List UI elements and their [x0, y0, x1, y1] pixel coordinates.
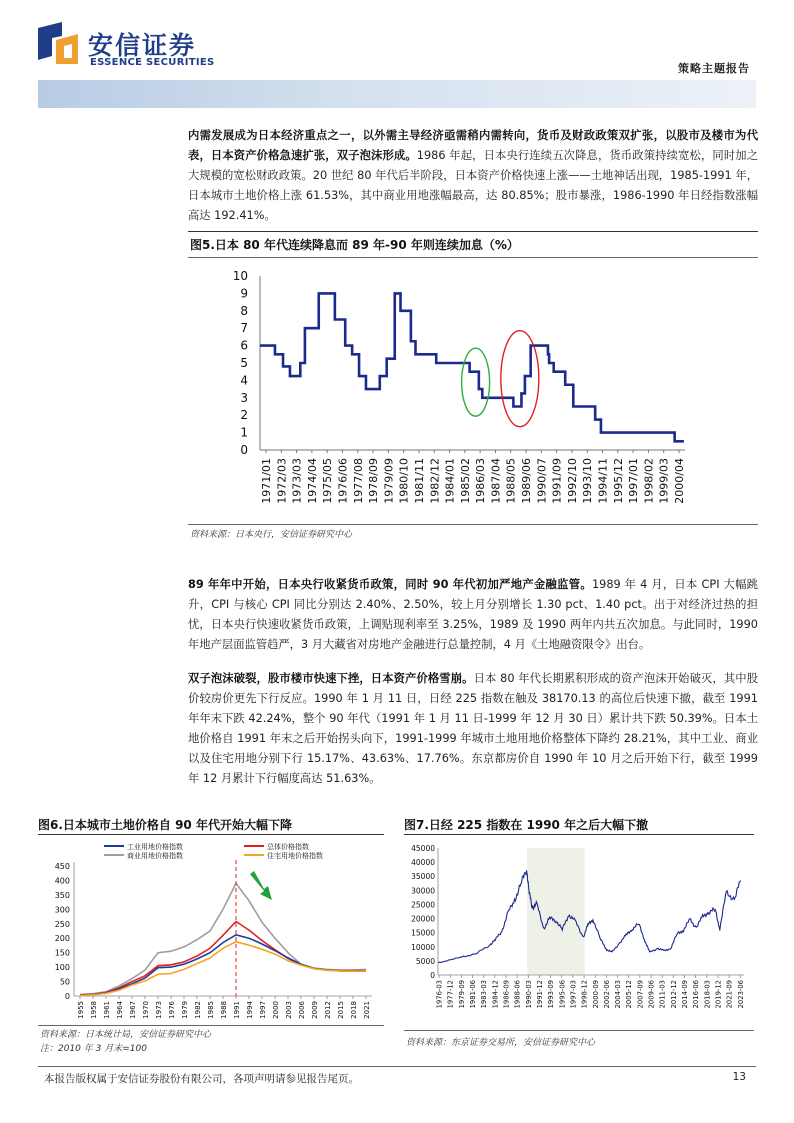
fig6-y-tick-label: 200 [54, 934, 70, 944]
fig6-y-tick-label: 150 [54, 948, 70, 958]
fig6-x-tick-label: 2003 [285, 1001, 293, 1019]
fig6-x-tick-label: 1979 [181, 1001, 189, 1019]
fig6-y-tick-label: 350 [54, 890, 70, 900]
fig7-x-tick-label: 1993-09 [547, 980, 556, 1009]
fig7-x-tick-label: 2000-09 [591, 980, 600, 1009]
fig7-x-tick-label: 2018-03 [703, 980, 712, 1009]
fig6-down-arrow-icon [250, 871, 272, 900]
footer-disclaimer: 本报告版权属于安信证券股份有限公司，各项声明请参见报告尾页。 [44, 1073, 359, 1085]
fig6-x-tick-label: 2000 [272, 1001, 280, 1019]
fig7-x-tick-label: 1981-06 [469, 980, 478, 1009]
fig6-x-tick-label: 1997 [259, 1001, 267, 1019]
fig7-x-tick-label: 1984-12 [491, 980, 500, 1009]
fig6-x-tick-label: 2018 [350, 1001, 358, 1019]
fig7-y-tick-label: 30000 [411, 886, 435, 896]
paragraph-1-lead: 内需发展成为日本经济重点之一，以外需主导经济亟需稍内需转向，货币及财政政策双扩张，以股市及楼市为代表，日本资产价格急速扩张，双子泡沫形成。 [188, 129, 758, 162]
fig7-x-tick-label: 1991-12 [535, 980, 544, 1009]
fig5-x-tick-label: 1971/01 [260, 458, 273, 504]
fig6-legend-label: 工业用地价格指数 [127, 843, 183, 851]
fig7-x-tick-label: 2021-09 [725, 980, 734, 1009]
brand-name-en: ESSENCE SECURITIES [90, 57, 215, 68]
fig6-x-tick-label: 2009 [311, 1001, 319, 1019]
fig6-chart [38, 838, 384, 1024]
fig5-x-tick-label: 1985/02 [458, 458, 472, 504]
fig7-bottom-rule [404, 1030, 754, 1031]
fig6-x-tick-label: 1982 [194, 1001, 202, 1019]
fig5-source: 资料来源：日本央行，安信证券研究中心 [190, 530, 353, 540]
fig6-source: 资料来源：日本统计局，安信证券研究中心 [40, 1030, 212, 1040]
fig5-series-line [260, 293, 684, 441]
paragraph-3-body: 日本 80 年代长期累积形成的资产泡沫开始破灭，其中股价较房价更先下行反应。1990 年 1 月 11 日，日经 225 指数在触及 38170.13 的高位后快速下撤，截至 1991 年年末下跌 42.24%，整个 90 年代（1991 年 1 月 11 日-1999 年 12 月 30 日）累计共下跌 50.39%。日本土地价格自 1991 年末之后开始拐头向下，1991-1999 年城市土地用地价格整体下降约 28.21%，其中工业、商业以及住宅用地分别下行 15.17%、43.63%、17.76%。东京都房价自 1990 年 10 月之后开始下行，截至 1999 年 12 月累计下行幅度高达 51.63%。 [188, 672, 758, 785]
page-number: 13 [732, 1071, 746, 1083]
paragraph-1 [188, 126, 758, 226]
fig6-x-tick-label: 1994 [246, 1001, 254, 1019]
fig6-legend-label: 住宅用地价格指数 [267, 852, 323, 860]
fig7-x-tick-label: 2014-09 [681, 980, 689, 1009]
fig5-x-tick-label: 1999/03 [657, 458, 671, 504]
fig5-x-tick-label: 1998/02 [642, 458, 656, 504]
fig7-x-tick-label: 1976-03 [435, 980, 444, 1009]
fig5-x-tick-label: 2000/04 [673, 458, 686, 504]
fig5-x-tick-label: 1978/09 [367, 458, 381, 504]
fig7-x-tick-label: 1983-03 [480, 980, 489, 1009]
fig5-y-tick-label: 0 [240, 443, 248, 457]
fig7-title-rule [404, 834, 754, 835]
fig7-y-tick-label: 35000 [411, 872, 435, 882]
fig5-x-tick-label: 1988/05 [504, 458, 518, 504]
fig7-source: 资料来源：东京证券交易所，安信证券研究中心 [406, 1038, 596, 1048]
fig6-x-tick-label: 2006 [298, 1001, 306, 1019]
fig6-x-tick-label: 1958 [90, 1001, 98, 1019]
fig5-y-tick-label: 6 [240, 338, 248, 353]
fig7-y-tick-label: 0 [430, 971, 435, 980]
fig6-x-tick-label: 2012 [324, 1001, 332, 1019]
fig7-x-tick-label: 1997-03 [569, 980, 578, 1009]
fig6-y-tick-label: 250 [54, 919, 70, 929]
fig6-x-tick-label: 1970 [142, 1001, 150, 1019]
fig7-y-tick-label: 25000 [411, 900, 435, 910]
fig5-x-tick-label: 1989/06 [520, 458, 534, 504]
fig5-x-tick-label: 1992/10 [565, 458, 579, 504]
fig7-x-tick-label: 2002-06 [602, 980, 611, 1009]
fig6-note: 注：2010 年 3 月末=100 [40, 1044, 147, 1054]
fig7-x-tick-label: 2005-12 [625, 980, 634, 1009]
fig7-y-tick-label: 5000 [415, 956, 435, 966]
fig5-chart [188, 262, 748, 522]
fig6-y-tick-label: 300 [54, 905, 70, 915]
fig6-legend-label: 商业用地价格指数 [127, 852, 183, 860]
fig7-x-tick-label: 2004-03 [614, 980, 623, 1009]
fig5-x-tick-label: 1982/12 [428, 458, 442, 504]
fig5-title: 图5.日本 80 年代连续降息而 89 年-90 年则连续加息（%） [190, 238, 519, 252]
fig6-y-tick-label: 0 [64, 992, 70, 1001]
fig5-x-tick-label: 1976/06 [336, 458, 350, 504]
fig5-x-tick-label: 1987/04 [489, 458, 503, 504]
paragraph-2-lead: 89 年年中开始，日本央行收紧货币政策，同时 90 年代初加严地产金融监管。 [188, 578, 592, 591]
fig7-x-tick-label: 1988-06 [513, 980, 522, 1009]
fig6-title-rule [38, 834, 384, 835]
footer-rule [38, 1066, 756, 1067]
paragraph-2 [188, 575, 758, 655]
fig5-bottom-rule [188, 524, 758, 525]
fig6-x-tick-label: 1991 [233, 1001, 241, 1019]
fig5-x-tick-label: 1973/03 [290, 458, 304, 504]
fig5-y-tick-label: 1 [240, 425, 248, 440]
fig6-x-tick-label: 1964 [116, 1001, 124, 1019]
header-band [38, 80, 756, 108]
fig7-x-tick-label: 2007-09 [636, 980, 645, 1009]
fig5-red-annotation-ellipse [501, 331, 539, 427]
fig7-x-tick-label: 1979-09 [457, 980, 466, 1009]
fig7-y-tick-label: 45000 [411, 844, 435, 853]
fig5-green-annotation-ellipse [462, 348, 490, 416]
fig5-x-tick-label: 1980/10 [397, 458, 411, 504]
fig6-y-tick-label: 400 [54, 876, 70, 886]
fig6-x-tick-label: 2021 [363, 1001, 371, 1019]
fig6-y-tick-label: 50 [59, 977, 70, 987]
fig7-series-line [438, 870, 741, 962]
fig5-x-tick-label: 1981/11 [412, 458, 426, 504]
fig6-x-tick-label: 2015 [337, 1001, 345, 1019]
fig7-chart [404, 838, 754, 1024]
fig6-legend-label: 总体价格指数 [267, 843, 309, 851]
paragraph-3 [188, 669, 758, 789]
fig5-x-tick-label: 1994/11 [596, 458, 610, 504]
fig7-x-tick-label: 2011-03 [658, 980, 667, 1009]
fig6-x-tick-label: 1967 [129, 1001, 137, 1019]
fig6-title: 图6.日本城市土地价格自 90 年代开始大幅下降 [38, 818, 292, 832]
fig5-x-tick-label: 1993/10 [581, 458, 595, 504]
fig7-x-tick-label: 2009-06 [647, 980, 656, 1009]
fig5-x-tick-label: 1990/07 [535, 458, 549, 504]
fig6-x-tick-label: 1988 [220, 1001, 228, 1019]
paragraph-3-lead: 双子泡沫破裂，股市楼市快速下挫，日本资产价格雪崩。 [188, 672, 474, 685]
fig7-x-tick-label: 2012-12 [669, 980, 678, 1009]
fig6-y-tick-label: 100 [54, 963, 70, 973]
fig6-y-tick-label: 450 [54, 862, 70, 871]
brand-name-cn: 安信证券 [88, 31, 197, 60]
fig5-x-tick-label: 1972/03 [275, 458, 289, 504]
fig5-y-tick-label: 5 [240, 356, 248, 370]
fig5-y-tick-label: 10 [232, 269, 248, 283]
fig6-x-tick-label: 1985 [207, 1001, 215, 1019]
fig5-x-tick-label: 1975/05 [321, 458, 335, 504]
fig5-y-tick-label: 9 [240, 286, 248, 301]
fig6-series-commercial [80, 883, 366, 994]
fig6-x-tick-label: 1976 [168, 1001, 176, 1019]
fig7-x-tick-label: 1998-12 [580, 980, 589, 1009]
fig7-x-tick-label: 2023-06 [736, 980, 745, 1009]
fig5-y-tick-label: 3 [240, 390, 248, 405]
fig5-title-rule [188, 257, 758, 258]
fig5-x-tick-label: 1979/09 [382, 458, 396, 504]
paragraph-2-body: 1989 年 4 月，日本 CPI 大幅跳升，CPI 与核心 CPI 同比分别达 2.40%、2.50%，较上月分别增长 1.30 pct、1.40 pct。出于对经济过热的担忧，日本央行快速收紧货币政策，上调贴现利率至 3.25%，1989 及 1990 两年内共五次加息。与此同时，1990 年地产层面监管趋严，3 月大藏省对房地产金融进行总量控制，4 月《土地融资限令》出台。 [188, 578, 758, 651]
fig6-x-tick-label: 1961 [103, 1001, 111, 1019]
fig5-x-tick-label: 1997/01 [627, 458, 641, 504]
fig7-x-tick-label: 1977-12 [446, 980, 455, 1009]
report-type: 策略主题报告 [678, 62, 750, 75]
fig7-shaded-1990s-region [527, 848, 584, 975]
fig7-x-tick-label: 1995-06 [558, 980, 567, 1009]
fig5-x-tick-label: 1995/12 [611, 458, 625, 504]
fig7-y-tick-label: 40000 [411, 858, 435, 868]
fig5-x-tick-label: 1974/04 [305, 458, 319, 504]
brand-logo-icon [38, 22, 78, 64]
fig5-top-rule [188, 231, 758, 232]
fig5-y-tick-label: 7 [240, 321, 248, 336]
fig7-x-tick-label: 2019-12 [714, 980, 723, 1009]
fig5-y-tick-label: 4 [240, 373, 248, 388]
fig7-x-tick-label: 1986-09 [502, 980, 511, 1009]
fig5-x-tick-label: 1984/01 [443, 458, 457, 504]
fig5-y-tick-label: 2 [240, 408, 248, 423]
fig7-y-tick-label: 20000 [411, 914, 435, 924]
fig5-x-tick-label: 1977/08 [351, 458, 365, 504]
fig6-x-tick-label: 1973 [155, 1001, 163, 1019]
fig5-x-tick-label: 1986/03 [474, 458, 488, 504]
fig5-y-tick-label: 8 [240, 303, 248, 318]
paragraph-1-body: 1986 年起，日本央行连续五次降息，货币政策持续宽松，同时加之大规模的宽松财政政策。20 世纪 80 年代后半阶段，日本资产价格快速上涨——土地神话出现，1985-1991 年，日本城市土地价格上涨 61.53%，其中商业用地涨幅最高，达 80.85%；股市暴涨，1986-1990 年日经指数涨幅高达 192.41%。 [188, 149, 758, 222]
fig7-title: 图7.日经 225 指数在 1990 年之后大幅下撤 [404, 818, 649, 832]
fig7-x-tick-label: 1990-03 [524, 980, 533, 1009]
fig7-x-tick-label: 2016-06 [692, 980, 701, 1009]
fig6-bottom-rule [38, 1025, 384, 1026]
fig6-x-tick-label: 1955 [77, 1001, 85, 1019]
fig5-x-tick-label: 1991/09 [550, 458, 564, 504]
fig7-y-tick-label: 15000 [411, 928, 435, 938]
fig7-y-tick-label: 10000 [411, 942, 435, 952]
